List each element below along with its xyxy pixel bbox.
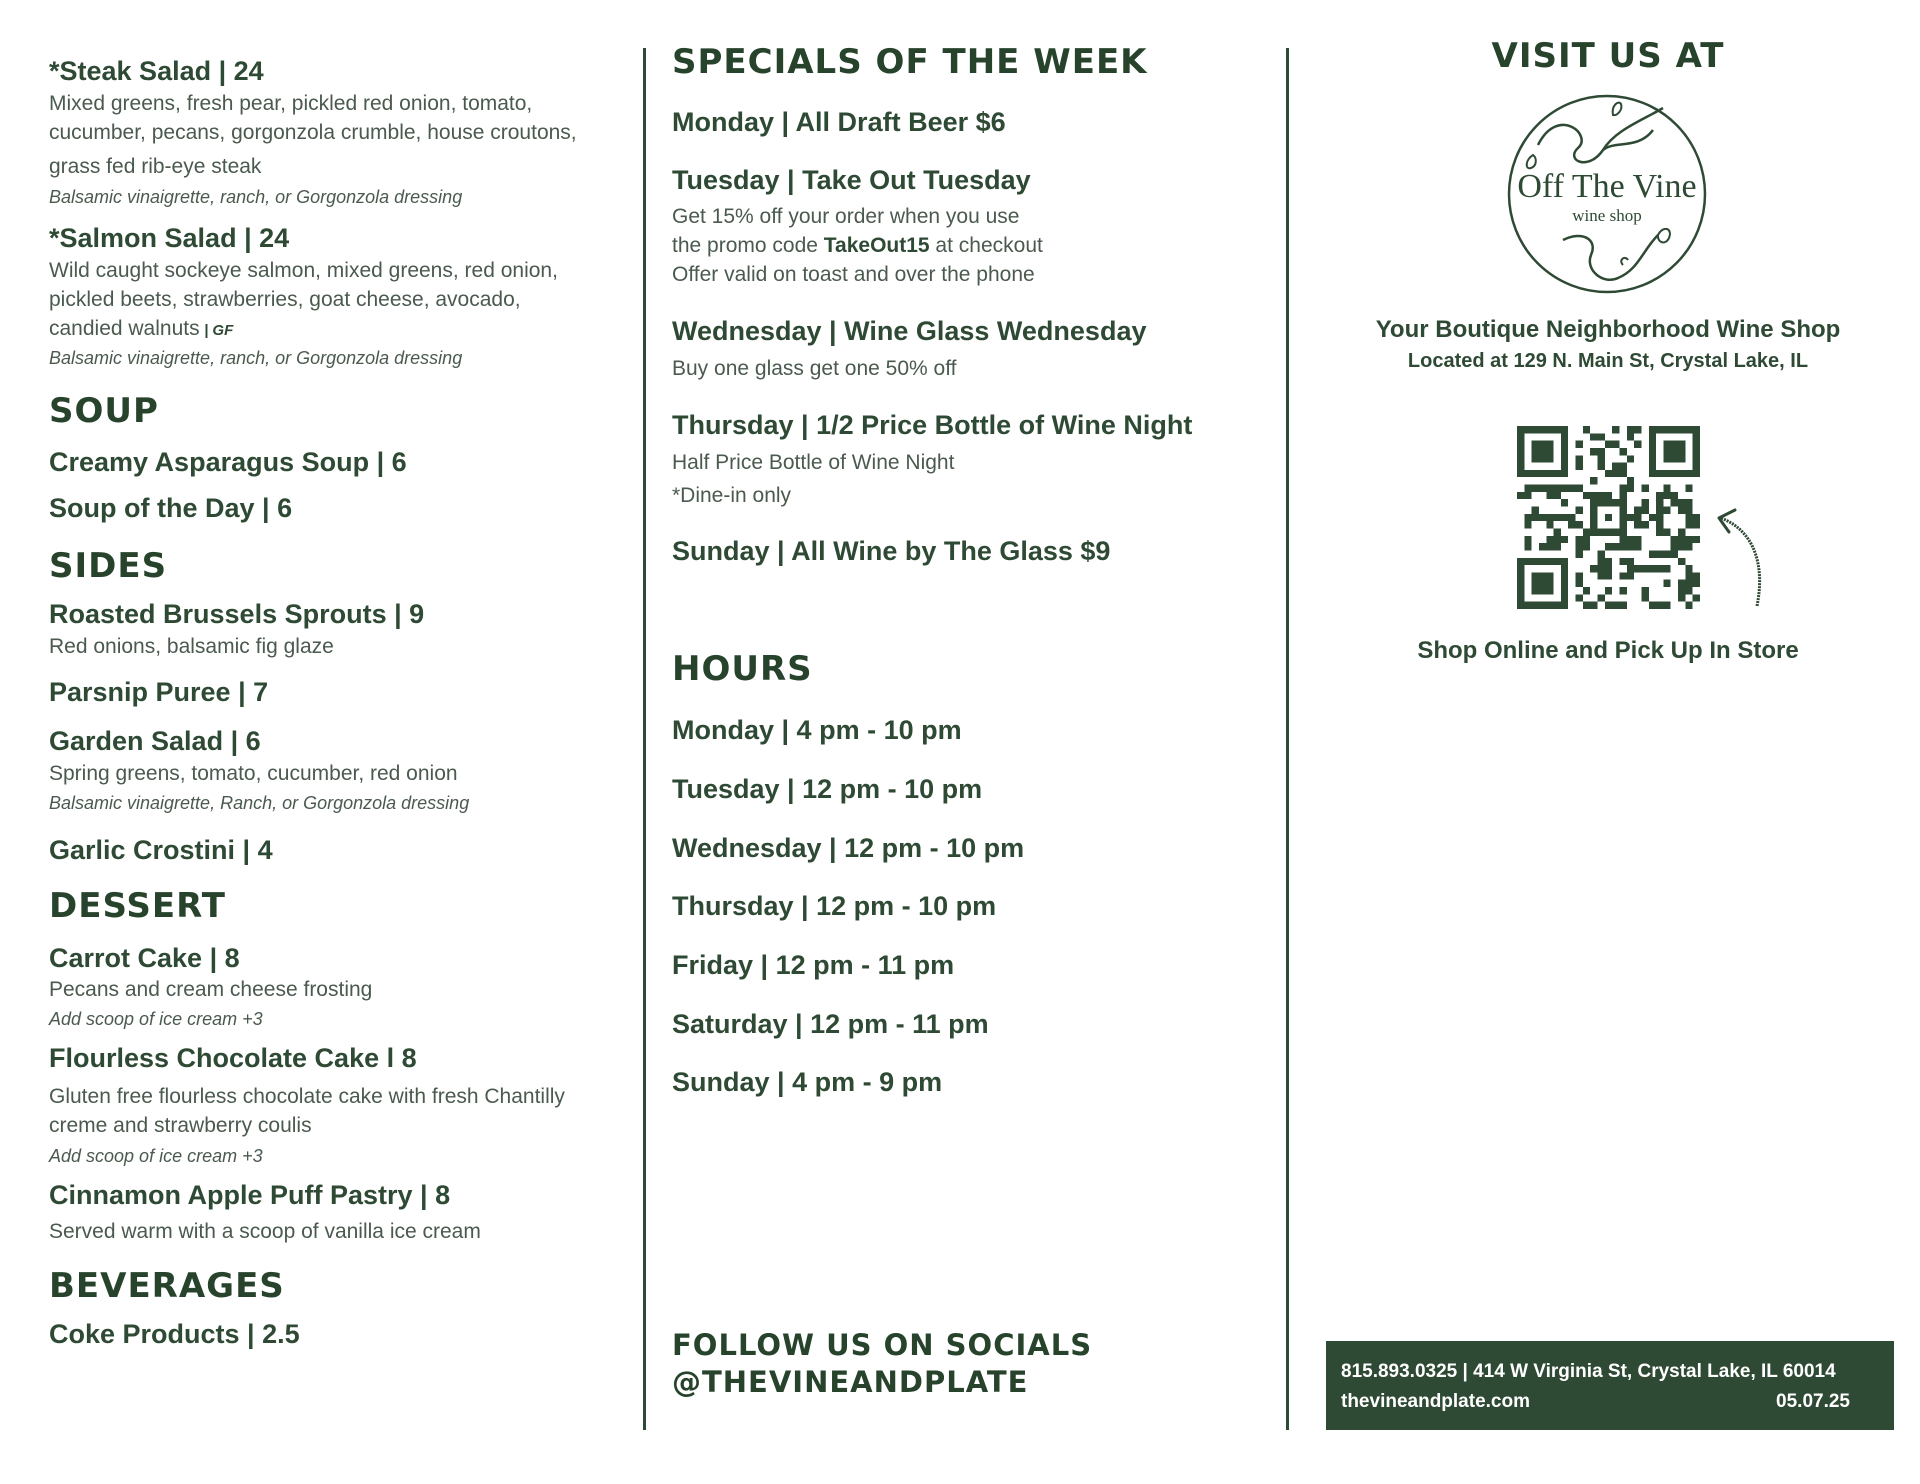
apple-pastry-desc: Served warm with a scoop of vanilla ice cream (49, 1220, 481, 1243)
special-thursday-desc-2: *Dine-in only (672, 484, 792, 507)
specials-heading: SPECIALS OF THE WEEK (672, 42, 1148, 82)
special-thursday-desc-1: Half Price Bottle of Wine Night (672, 451, 955, 474)
socials-heading: FOLLOW US ON SOCIALS (672, 1328, 1093, 1362)
chocolate-cake-desc-1: Gluten free flourless chocolate cake with fresh Chantilly (49, 1085, 565, 1108)
steak-salad-title: *Steak Salad | 24 (49, 56, 264, 86)
parsnip-title: Parsnip Puree | 7 (49, 677, 269, 707)
gluten-free-badge: | GF (204, 322, 234, 339)
dessert-heading: DESSERT (49, 886, 226, 926)
apple-pastry-title: Cinnamon Apple Puff Pastry | 8 (49, 1180, 451, 1210)
garden-salad-dressing: Balsamic vinaigrette, Ranch, or Gorgonzola dressing (49, 793, 470, 813)
special-monday: Monday | All Draft Beer $6 (672, 107, 1006, 137)
special-tuesday-line-1: Get 15% off your order when you use (672, 205, 1020, 228)
contact-footer (1326, 1341, 1894, 1430)
promo-text-pre: the promo code (672, 234, 824, 257)
soup-item-1: Creamy Asparagus Soup | 6 (49, 447, 407, 477)
soup-item-2: Soup of the Day | 6 (49, 493, 293, 523)
crostini-title: Garlic Crostini | 4 (49, 835, 273, 865)
garden-salad-desc: Spring greens, tomato, cucumber, red onion (49, 762, 458, 785)
logo-main-text: Off The Vine (1517, 168, 1697, 205)
chocolate-cake-note: Add scoop of ice cream +3 (49, 1146, 263, 1166)
hours-row: Sunday | 4 pm - 9 pm (672, 1067, 943, 1097)
special-tuesday-title: Tuesday | Take Out Tuesday (672, 165, 1031, 195)
carrot-cake-title: Carrot Cake | 8 (49, 943, 240, 973)
salmon-salad-desc-2: pickled beets, strawberries, goat cheese, avocado, (49, 288, 521, 311)
garden-salad-title: Garden Salad | 6 (49, 726, 261, 756)
salmon-salad-desc-3: candied walnuts (49, 317, 200, 340)
carrot-cake-note: Add scoop of ice cream +3 (49, 1009, 263, 1029)
socials-handle[interactable]: @THEVINEANDPLATE (672, 1365, 1029, 1399)
brussels-title: Roasted Brussels Sprouts | 9 (49, 599, 425, 629)
chocolate-cake-title: Flourless Chocolate Cake l 8 (49, 1043, 417, 1073)
steak-salad-desc-1: Mixed greens, fresh pear, pickled red onion, tomato, (49, 92, 533, 115)
hours-row: Saturday | 12 pm - 11 pm (672, 1009, 989, 1039)
beverages-heading: BEVERAGES (49, 1266, 285, 1306)
steak-salad-dressing: Balsamic vinaigrette, ranch, or Gorgonzola dressing (49, 187, 463, 207)
menu-date: 05.07.25 (1776, 1391, 1850, 1412)
chocolate-cake-desc-2: creme and strawberry coulis (49, 1114, 312, 1137)
salmon-salad-desc-3-row (49, 314, 233, 344)
special-wednesday-title: Wednesday | Wine Glass Wednesday (672, 316, 1147, 346)
tagline: Your Boutique Neighborhood Wine Shop (1375, 316, 1841, 343)
special-sunday: Sunday | All Wine by The Glass $9 (672, 536, 1111, 566)
logo-sub-text: wine shop (1572, 206, 1642, 225)
column-divider-1 (643, 48, 646, 1430)
column-divider-2 (1286, 48, 1289, 1430)
hours-row: Tuesday | 12 pm - 10 pm (672, 774, 983, 804)
promo-text-post: at checkout (929, 234, 1043, 257)
salmon-salad-desc-1: Wild caught sockeye salmon, mixed greens, red onion, (49, 259, 558, 282)
special-wednesday-desc: Buy one glass get one 50% off (672, 357, 957, 380)
hours-heading: HOURS (672, 649, 813, 689)
salmon-salad-dressing: Balsamic vinaigrette, ranch, or Gorgonzola dressing (49, 348, 463, 368)
website-link[interactable]: thevineandplate.com (1341, 1391, 1530, 1412)
steak-salad-desc-3: grass fed rib-eye steak (49, 155, 262, 178)
special-thursday-title: Thursday | 1/2 Price Bottle of Wine Night (672, 410, 1193, 440)
visit-heading: VISIT US AT (1491, 36, 1725, 76)
sides-heading: SIDES (49, 546, 168, 586)
hours-row: Thursday | 12 pm - 10 pm (672, 891, 997, 921)
hours-row: Friday | 12 pm - 11 pm (672, 950, 955, 980)
qr-code-icon[interactable] (1517, 424, 1700, 611)
coke-title: Coke Products | 2.5 (49, 1319, 300, 1349)
salmon-salad-title: *Salmon Salad | 24 (49, 223, 290, 253)
shop-online-link[interactable]: Shop Online and Pick Up In Store (1417, 637, 1799, 664)
contact-phone-address[interactable]: 815.893.0325 | 414 W Virginia St, Crystal Lake, IL 60014 (1341, 1361, 1836, 1382)
curved-arrow-icon (1715, 506, 1767, 611)
soup-heading: SOUP (49, 391, 159, 431)
steak-salad-desc-2: cucumber, pecans, gorgonzola crumble, house croutons, (49, 121, 577, 144)
promo-code: TakeOut15 (823, 234, 930, 257)
carrot-cake-desc: Pecans and cream cheese frosting (49, 978, 373, 1001)
special-tuesday-line-2 (672, 231, 1043, 260)
qr-code-graphic (1517, 424, 1700, 611)
special-tuesday-line-3: Offer valid on toast and over the phone (672, 263, 1035, 286)
hours-row: Monday | 4 pm - 10 pm (672, 715, 962, 745)
hours-row: Wednesday | 12 pm - 10 pm (672, 833, 1025, 863)
brussels-desc: Red onions, balsamic fig glaze (49, 635, 334, 658)
location: Located at 129 N. Main St, Crystal Lake, IL (1407, 350, 1809, 372)
wine-shop-logo (1503, 90, 1711, 302)
